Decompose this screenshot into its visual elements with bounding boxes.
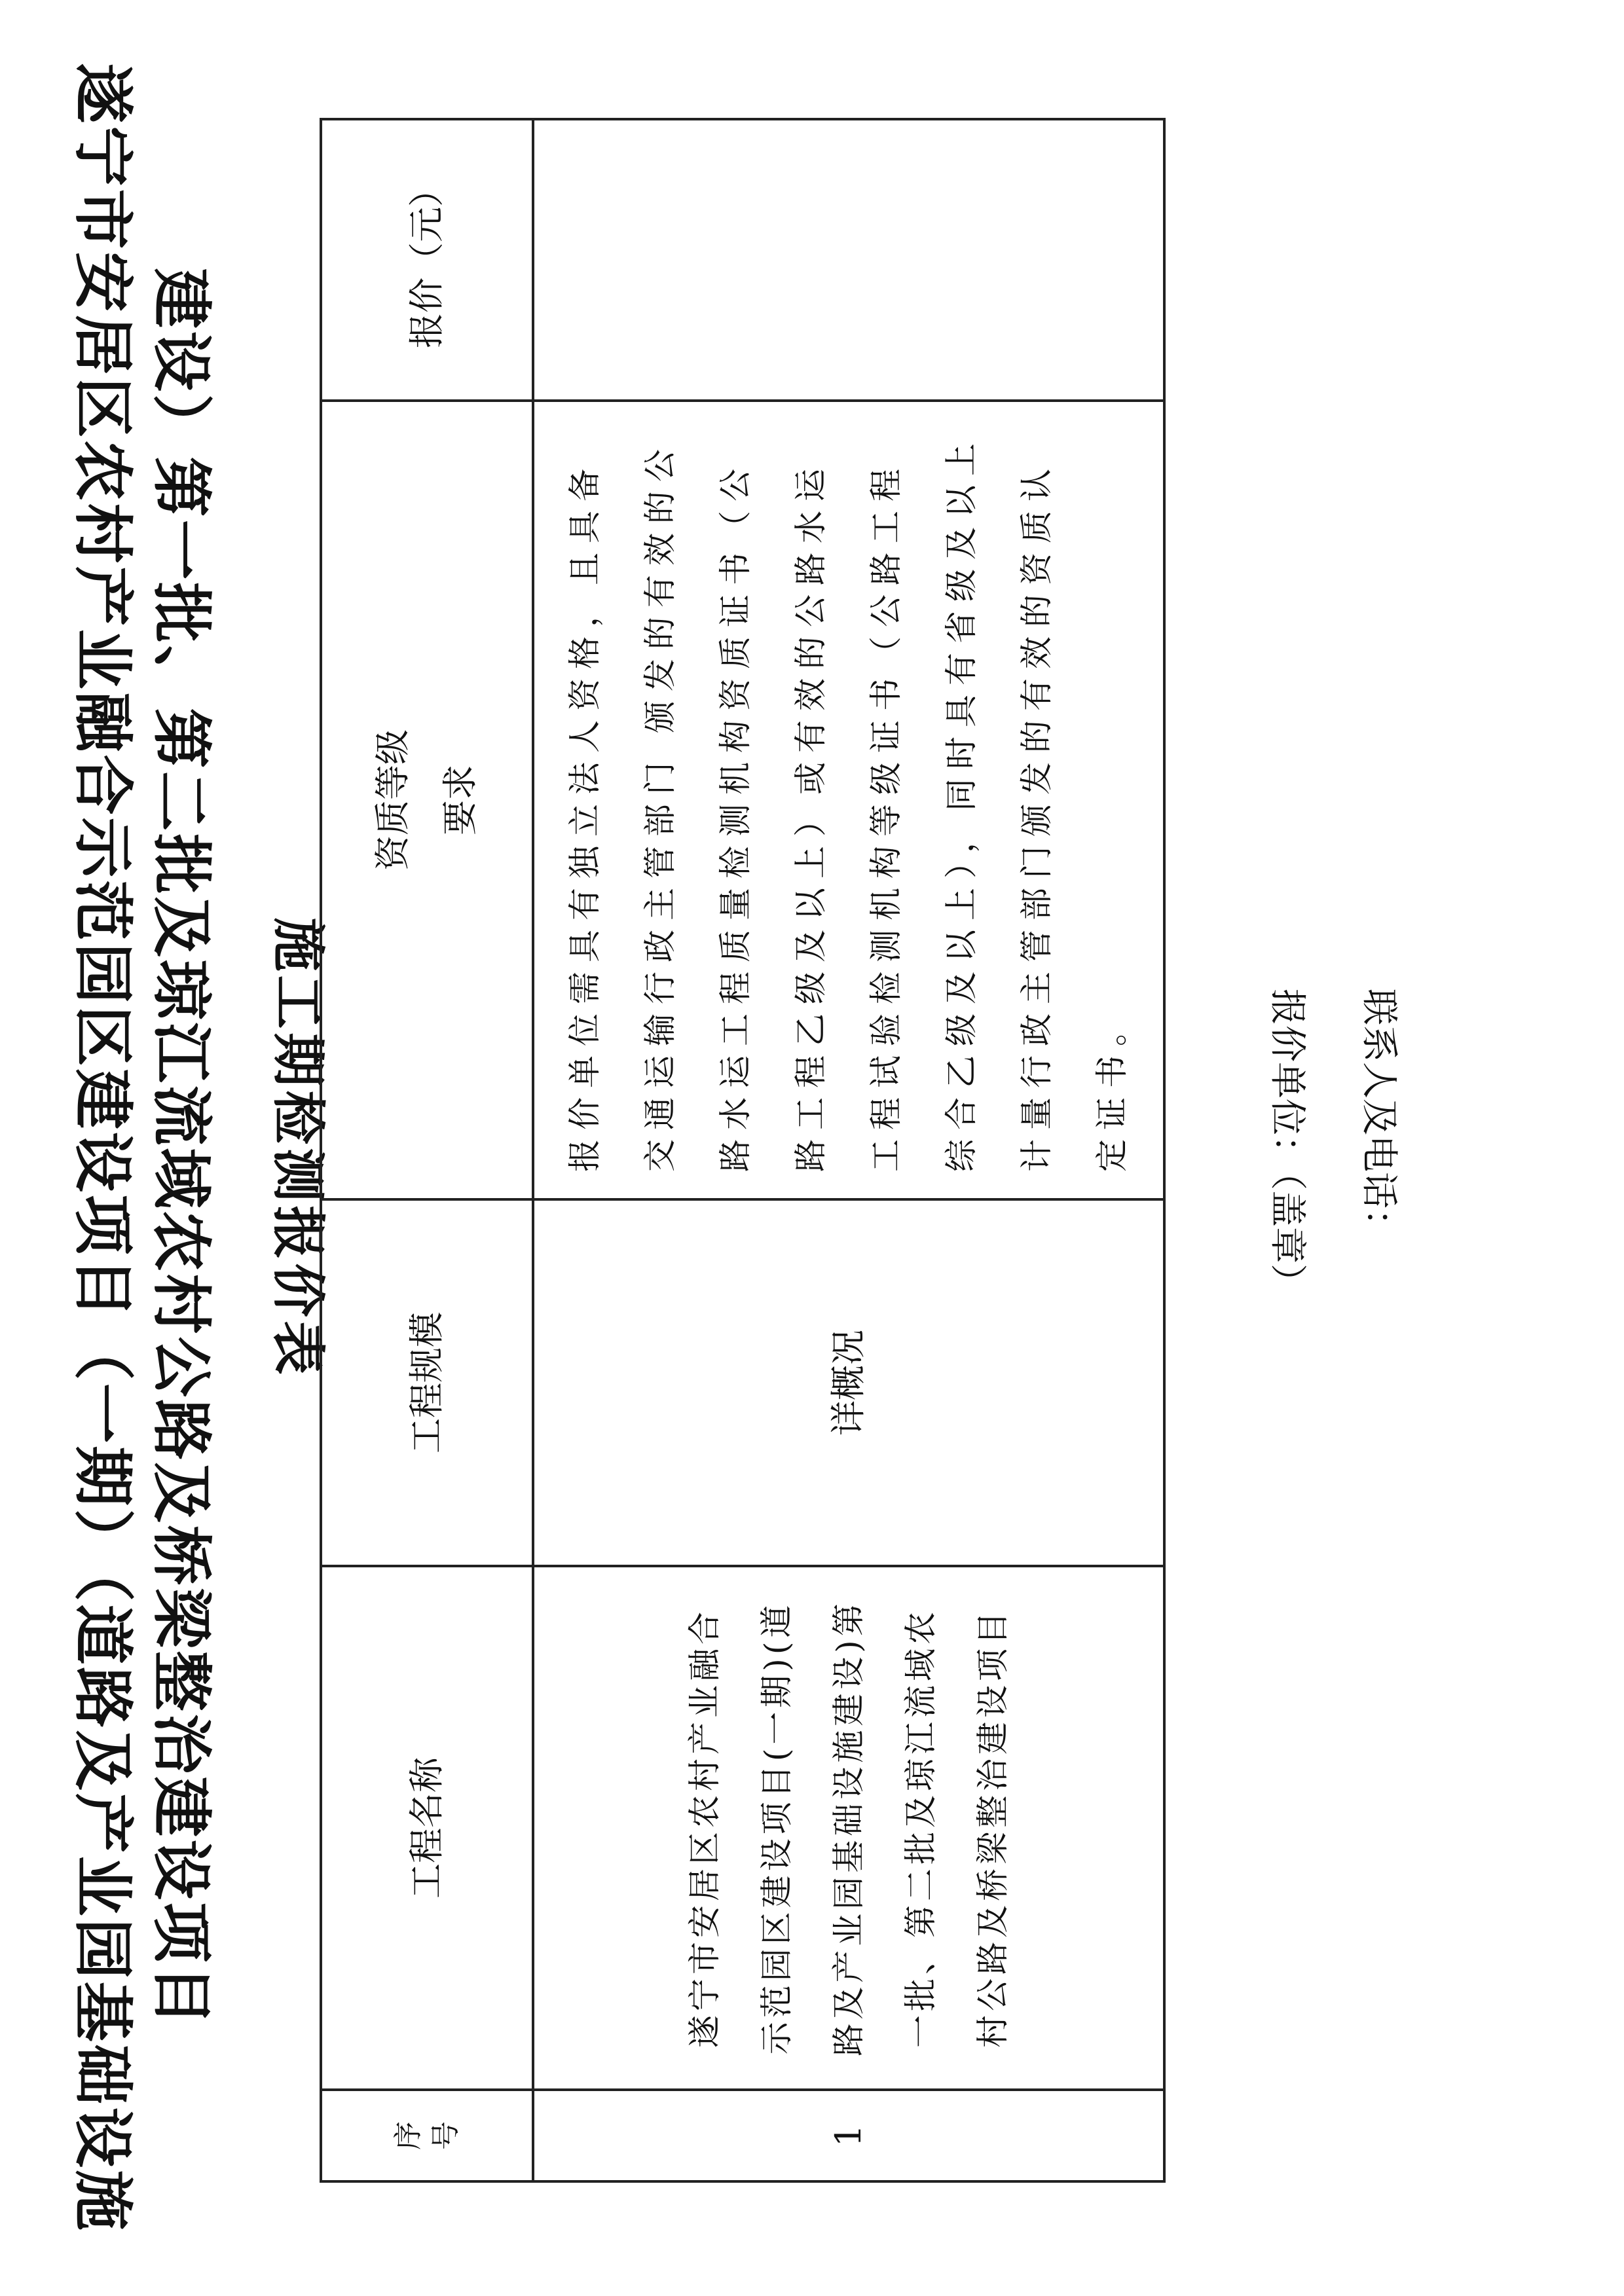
header-price: 报价（元） — [321, 119, 533, 401]
cell-scale: 详概况 — [533, 1199, 1164, 1566]
header-qualification-line2: 要求 — [439, 765, 481, 835]
header-seq: 序号 — [321, 2090, 533, 2181]
header-name: 工程名称 — [321, 1566, 533, 2090]
cell-project-name: 遂宁市安居区农村产业融合示范园区建设项目(一期)(道路及产业园基础设施建设)第一批、第二批及琼江流域农村公路及桥梁整治建设项目 — [533, 1566, 1164, 2090]
footer-contact: 联系人及电话： — [1357, 989, 1400, 1245]
header-qualification-line1: 资质等级 — [372, 729, 414, 871]
footer-quote-unit: 报价单位：（盖章） — [1266, 989, 1308, 1300]
cell-qualification: 报价单位需具有独立法人资格，且具备交通运输行政主管部门 颁发的有效的公路水运工程质量检测机构资质证书（公路工程乙级及以上）或有效的公路水运工程试验检测机构等级证书（公路工程综合乙级及以上），同时具有省级及以上计量行政主管部门颁发的有效的资质认定证书。 — [533, 401, 1164, 1199]
header-scale: 工程规模 — [321, 1199, 533, 1566]
quote-table — [320, 118, 1166, 2183]
table-row — [533, 119, 1164, 2181]
document-subtitle: 施工期检测报价表 — [267, 917, 329, 1379]
document-title-line1: 遂宁市安居区农村产业融合示范园区建设项目（一期）（道路及产业园基础设施 — [67, 63, 138, 2233]
document-title-line2: 建设）第一批、第二批及琼江流域农村公路及桥梁整治建设项目 — [146, 268, 216, 2028]
table-header-row — [321, 119, 533, 2181]
header-qualification — [321, 401, 533, 1199]
cell-price[interactable] — [533, 119, 1164, 401]
cell-seq: 1 — [533, 2090, 1164, 2181]
